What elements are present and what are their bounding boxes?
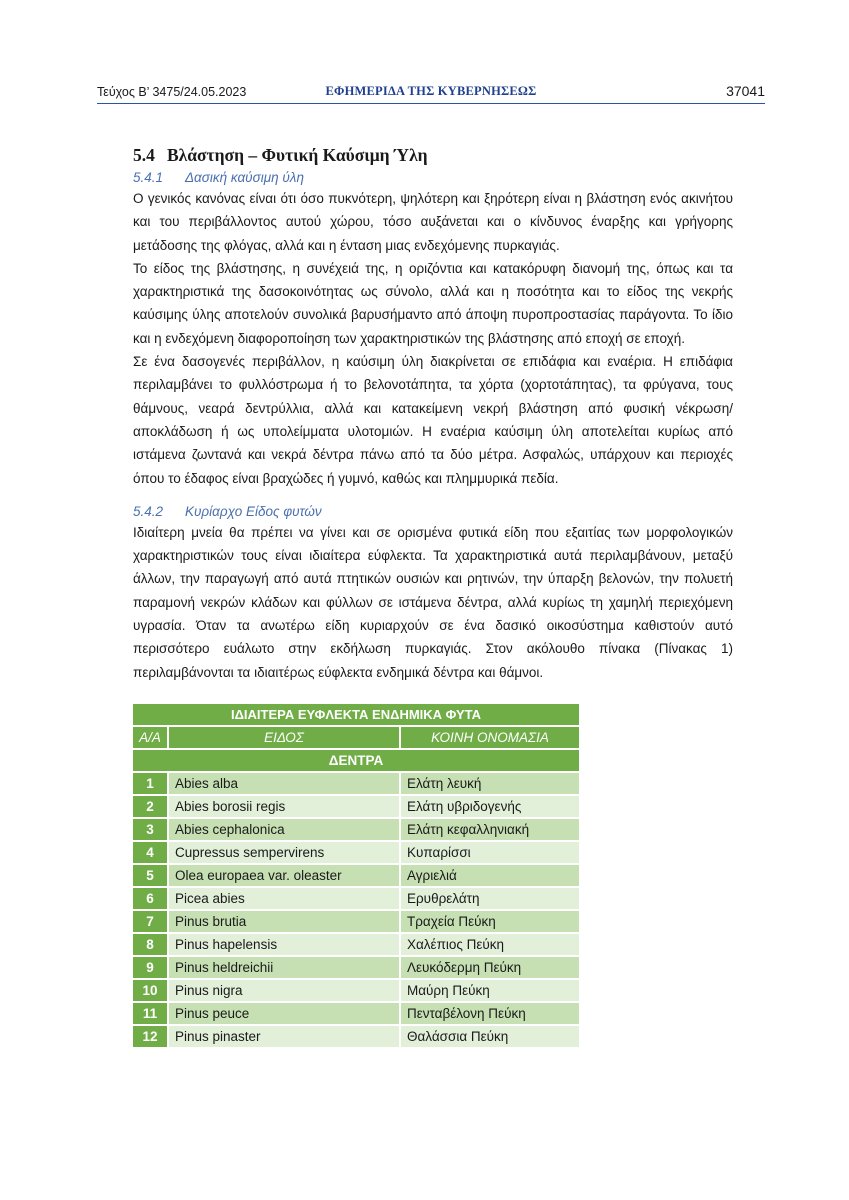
column-header-common-name: ΚΟΙΝΗ ΟΝΟΜΑΣΙΑ [401, 727, 579, 748]
table-row [133, 773, 579, 794]
subsection-heading-species [133, 504, 733, 519]
column-header-species: ΕΙΔΟΣ [169, 727, 399, 748]
row-number: 10 [133, 980, 167, 1001]
row-number: 11 [133, 1003, 167, 1024]
table-title: ΙΔΙΑΙΤΕΡΑ ΕΥΦΛΕΚΤΑ ΕΝΔΗΜΙΚΑ ΦΥΤΑ [133, 704, 579, 725]
table-title-row [133, 704, 579, 725]
table-row [133, 911, 579, 932]
subsection-number: 5.4.1 [133, 170, 164, 185]
page-number: 37041 [726, 83, 765, 99]
common-name-cell: Χαλέπιος Πεύκη [401, 934, 579, 955]
table-row [133, 980, 579, 1001]
section-title: Βλάστηση – Φυτική Καύσιμη Ύλη [167, 145, 428, 165]
row-number: 2 [133, 796, 167, 817]
row-number: 9 [133, 957, 167, 978]
header-divider [97, 103, 765, 104]
common-name-cell: Αγριελιά [401, 865, 579, 886]
paragraph: Ο γενικός κανόνας είναι ότι όσο πυκνότερη, ψηλότερη και ξηρότερη είναι η βλάστηση ενός ακινήτου και του περιβάλλοντος αυτού χώρου, τόσο αυξάνεται και ο κίνδυνος έναρξης και γρήγορης μετάδοσης της φλόγας, αλλά και η ένταση μιας ενδεχόμενης πυρκαγιάς. [133, 191, 733, 253]
row-number: 3 [133, 819, 167, 840]
row-number: 12 [133, 1026, 167, 1047]
species-cell: Abies alba [169, 773, 399, 794]
species-cell: Picea abies [169, 888, 399, 909]
column-header-number: Α/Α [133, 727, 167, 748]
species-cell: Abies cephalonica [169, 819, 399, 840]
species-cell: Cupressus sempervirens [169, 842, 399, 863]
species-cell: Pinus hapelensis [169, 934, 399, 955]
section-number: 5.4 [133, 145, 155, 165]
table-row [133, 842, 579, 863]
common-name-cell: Κυπαρίσσι [401, 842, 579, 863]
table-row [133, 1026, 579, 1047]
table-row [133, 957, 579, 978]
table-row [133, 865, 579, 886]
row-number: 6 [133, 888, 167, 909]
common-name-cell: Ελάτη υβριδογενής [401, 796, 579, 817]
table-row [133, 934, 579, 955]
row-number: 1 [133, 773, 167, 794]
species-cell: Olea europaea var. oleaster [169, 865, 399, 886]
common-name-cell: Μαύρη Πεύκη [401, 980, 579, 1001]
page-content [133, 145, 733, 1049]
issue-label: Τεύχος Β’ 3475/24.05.2023 [97, 85, 247, 99]
common-name-cell: Πενταβέλονη Πεύκη [401, 1003, 579, 1024]
species-cell: Pinus brutia [169, 911, 399, 932]
species-cell: Abies borosii regis [169, 796, 399, 817]
journal-title: ΕΦΗΜΕΡΙΔΑ ΤΗΣ ΚΥΒΕΡΝΗΣΕΩΣ [325, 84, 537, 98]
common-name-cell: Ελάτη κεφαλληνιακή [401, 819, 579, 840]
table-group-row [133, 750, 579, 771]
subsection-number: 5.4.2 [133, 503, 164, 519]
paragraph: Σε ένα δασογενές περιβάλλον, η καύσιμη ύλη διακρίνεται σε επιδάφια και εναέρια. Η επιδάφια περιλαμβάνει το φυλλόστρωμα ή το βελονοτάπητα, τα χόρτα (χορτοτάπητας), τα φρύγανα, τους θάμνους, νεαρά δεντρύλλια, αλλά και κατακείμενη νεκρή βλάστηση από φυσική νέκρωση/αποκλάδωση ή ως υπολείμματα υλοτομιών. Η εναέρια καύσιμη ύλη αποτελείται κυρίως από ιστάμενα ζωντανά και νεκρά δέντρα πάνω από τα δύο μέτρα. Ασφαλώς, υπάρχουν και περιοχές όπου το έδαφος είναι βραχώδες ή γυμνό, καθώς και πλημμυρικά πεδία. [133, 354, 733, 486]
table-row [133, 796, 579, 817]
row-number: 7 [133, 911, 167, 932]
table-row [133, 819, 579, 840]
common-name-cell: Λευκόδερμη Πεύκη [401, 957, 579, 978]
row-number: 5 [133, 865, 167, 886]
species-cell: Pinus heldreichii [169, 957, 399, 978]
section-heading [133, 145, 733, 166]
table-row [133, 888, 579, 909]
paragraph: Το είδος της βλάστησης, η συνέχειά της, η οριζόντια και κατακόρυφη διανομή της, όπως και τα χαρακτηριστικά της δασοκοινότητας ως σύνολο, αλλά και η ποσότητα και το είδος της νεκρής καύσιμης ύλης αποτελούν συνολικά βαρυσήμαντο από άποψη πυροπροστασίας παράγοντα. Το ίδιο και η ενδεχόμενη διαφοροποίηση των χαρακτηριστικών της βλάστησης από εποχή σε εποχή. [133, 260, 733, 346]
species-cell: Pinus peuce [169, 1003, 399, 1024]
common-name-cell: Θαλάσσια Πεύκη [401, 1026, 579, 1047]
common-name-cell: Ερυθρελάτη [401, 888, 579, 909]
subsection-title: Κυρίαρχο Είδος φυτών [185, 503, 322, 519]
species-cell: Pinus pinaster [169, 1026, 399, 1047]
table-row [133, 1003, 579, 1024]
species-cell: Pinus nigra [169, 980, 399, 1001]
common-name-cell: Τραχεία Πεύκη [401, 911, 579, 932]
subsection-title: Δασική καύσιμη ύλη [185, 170, 304, 185]
page-header [97, 82, 765, 104]
row-number: 4 [133, 842, 167, 863]
paragraph: Ιδιαίτερη μνεία θα πρέπει να γίνει και σε ορισμένα φυτικά είδη που εξαιτίας των μορφολογικών χαρακτηριστικών τους είναι ιδιαίτερα εύφλεκτα. Τα χαρακτηριστικά αυτά περιλαμβάνουν, μεταξύ άλλων, την παραγωγή από αυτά πτητικών ουσιών και ρητινών, την ύπαρξη βελονών, την πολυετή παραμονή νεκρών κλάδων και φύλλων σε ιστάμενα δέντρα, αλλά κυρίως τη χαμηλή περιεχόμενη υγρασία. Όταν τα ανωτέρω είδη κυριαρχούν σε ένα δασικό οικοσύστημα καθιστούν αυτό περισσότερο ευάλωτο στην εκδήλωση πυρκαγιάς. Στον ακόλουθο πίνακα (Πίνακας 1) περιλαμβάνονται τα ιδιαιτέρως εύφλεκτα ενδημικά δέντρα και θάμνοι. [133, 524, 733, 680]
common-name-cell: Ελάτη λευκή [401, 773, 579, 794]
flammable-plants-table [131, 702, 581, 1049]
table-header-row [133, 727, 579, 748]
subsection-heading-fuel [133, 170, 733, 185]
group-label: ΔΕΝΤΡΑ [133, 750, 579, 771]
row-number: 8 [133, 934, 167, 955]
